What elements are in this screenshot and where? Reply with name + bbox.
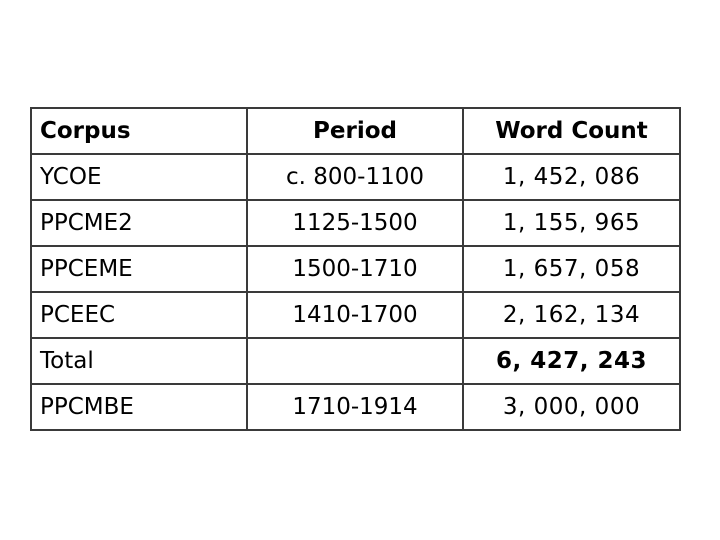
- total-word-count: 6, 427, 243: [463, 338, 680, 384]
- cell-period: 1500-1710: [247, 246, 463, 292]
- header-corpus: Corpus: [31, 108, 247, 154]
- table-row: [31, 154, 680, 200]
- cell-word-count: 3, 000, 000: [463, 384, 680, 430]
- header-word-count: Word Count: [463, 108, 680, 154]
- cell-word-count: 2, 162, 134: [463, 292, 680, 338]
- table-header-row: [31, 108, 680, 154]
- header-period: Period: [247, 108, 463, 154]
- corpus-table: [30, 107, 681, 431]
- cell-word-count: 1, 452, 086: [463, 154, 680, 200]
- cell-period: 1125-1500: [247, 200, 463, 246]
- total-period: [247, 338, 463, 384]
- cell-period: c. 800-1100: [247, 154, 463, 200]
- table-row: [31, 384, 680, 430]
- cell-corpus: PPCEME: [31, 246, 247, 292]
- cell-corpus: PPCME2: [31, 200, 247, 246]
- cell-period: 1410-1700: [247, 292, 463, 338]
- cell-corpus: PPCMBE: [31, 384, 247, 430]
- table-row: [31, 246, 680, 292]
- cell-word-count: 1, 657, 058: [463, 246, 680, 292]
- table-total-row: [31, 338, 680, 384]
- cell-period: 1710-1914: [247, 384, 463, 430]
- total-label: Total: [31, 338, 247, 384]
- cell-corpus: YCOE: [31, 154, 247, 200]
- table-row: [31, 292, 680, 338]
- cell-corpus: PCEEC: [31, 292, 247, 338]
- table-row: [31, 200, 680, 246]
- cell-word-count: 1, 155, 965: [463, 200, 680, 246]
